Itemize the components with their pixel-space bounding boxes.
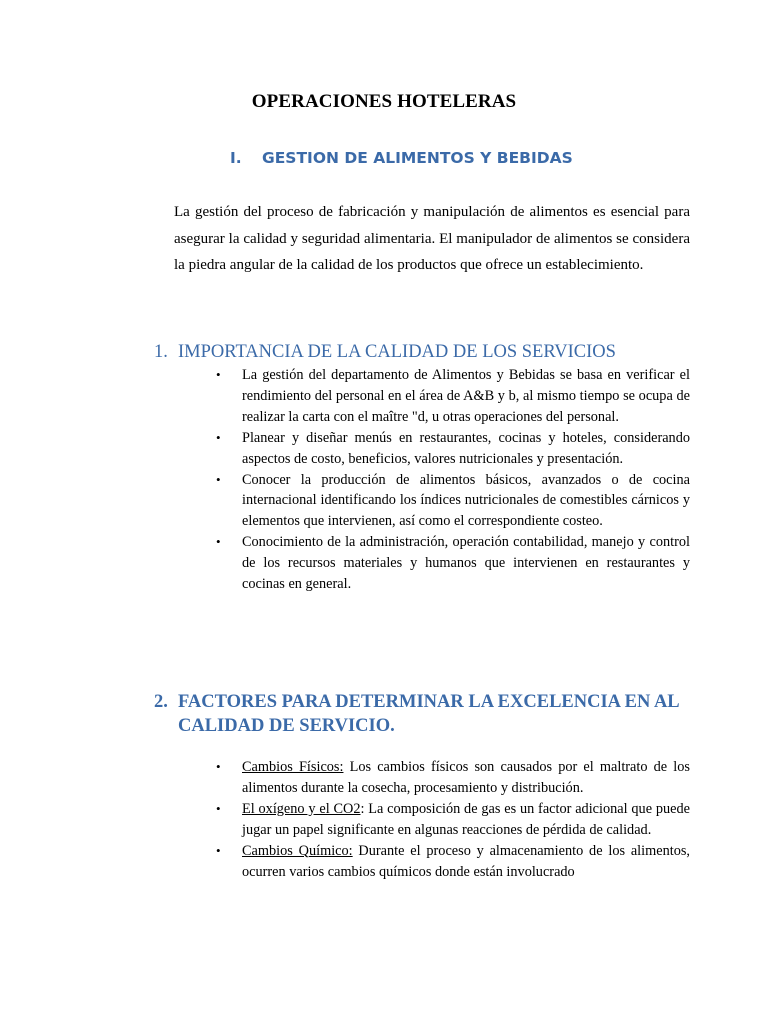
bullet-icon: • xyxy=(216,429,221,445)
bullet-icon: • xyxy=(216,842,221,858)
list-item-text: Los cambios físicos son causados por el maltrato de los alimentos durante la cosecha, procesamiento y distribución. xyxy=(242,759,690,796)
list-item-text: Planear y diseñar menús en restaurantes, cocinas y hoteles, considerando aspectos de costo, beneficios, valores nutricionales y presentación. xyxy=(242,429,690,467)
importance-list xyxy=(214,365,690,595)
list-item-term: Cambios Físicos: xyxy=(242,759,344,775)
list-item xyxy=(214,757,690,799)
document-title: OPERACIONES HOTELERAS xyxy=(251,91,517,112)
intro-paragraph: La gestión del proceso de fabricación y manipulación de alimentos es esencial para asegurar la calidad y seguridad alimentaria. El manipulador de alimentos se considera la piedra angular de la calidad de los productos que ofrece un establecimiento. xyxy=(174,204,690,274)
heading-factores xyxy=(154,690,694,738)
list-item xyxy=(214,365,690,428)
heading-importancia xyxy=(154,340,616,364)
bullet-icon: • xyxy=(216,800,221,816)
section-heading xyxy=(230,149,573,167)
bullet-icon: • xyxy=(216,534,221,550)
bullet-icon: • xyxy=(216,471,221,487)
list-item-text: : La composición de gas es un factor adicional que puede jugar un papel significante en algunas reacciones de pérdida de calidad. xyxy=(242,800,691,838)
bullet-icon: • xyxy=(216,759,221,774)
list-item-text: Conocer la producción de alimentos básicos, avanzados o de cocina internacional identificando los índices nutricionales de comestibles cárnicos y elementos que intervienen, así como el correspondiente costeo. xyxy=(242,471,690,530)
list-item-text: Durante el proceso y almacenamiento de los alimentos, ocurren varios cambios químicos donde están involucrado xyxy=(242,842,690,880)
bullet-icon: • xyxy=(216,367,221,382)
list-item-term: El oxígeno y el CO2 xyxy=(242,800,361,817)
heading-2-text-line-2: CALIDAD DE SERVICIO. xyxy=(178,716,395,736)
list-item xyxy=(214,470,690,533)
list-item-text: La gestión del departamento de Alimentos y Bebidas se basa en verificar el rendimiento del personal en el área de A&B y b, al mismo tiempo se ocupa de realizar la carta con el maître "d, u otras operaciones del personal. xyxy=(242,367,690,425)
list-item-text: Conocimiento de la administración, operación contabilidad, manejo y control de los recursos materiales y humanos que intervienen en restaurantes y cocinas en general. xyxy=(242,534,690,593)
list-item xyxy=(214,799,690,841)
list-item xyxy=(214,532,690,595)
list-item xyxy=(214,841,690,883)
heading-1-number: 1. xyxy=(154,342,168,362)
heading-1-text: IMPORTANCIA DE LA CALIDAD DE LOS SERVICIOS xyxy=(178,342,616,362)
heading-2-line-1 xyxy=(154,690,694,714)
heading-2-number: 2. xyxy=(154,692,168,712)
list-item-term: Cambios Químico: xyxy=(242,842,353,859)
section-heading-text: GESTION DE ALIMENTOS Y BEBIDAS xyxy=(262,149,573,167)
factors-list xyxy=(214,757,690,882)
section-number: I. xyxy=(230,149,242,167)
heading-2-text-line-1: FACTORES PARA DETERMINAR LA EXCELENCIA EN AL xyxy=(178,692,680,712)
list-item xyxy=(214,428,690,470)
